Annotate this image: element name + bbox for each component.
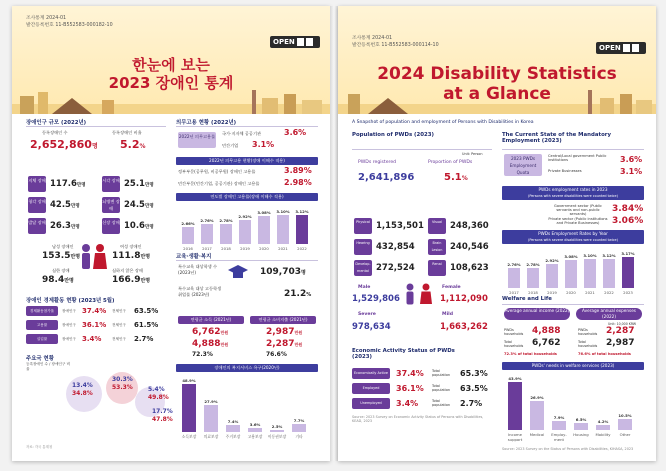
trend-value: 2.66% bbox=[181, 220, 195, 226]
welfare-bar bbox=[226, 425, 240, 432]
trend-year: 2023 bbox=[623, 290, 633, 295]
econ-row-label: Unemployed bbox=[352, 398, 390, 409]
type-value: 432,854 bbox=[376, 242, 415, 252]
welfare-label: 소득보장 bbox=[181, 434, 197, 439]
ratio-value: 5.2% bbox=[120, 138, 146, 151]
welfare-value: 2.5% bbox=[271, 423, 283, 429]
header-code: 조사통계 2024-01 bbox=[26, 16, 67, 21]
type-tag: Renal bbox=[428, 260, 446, 276]
econ-total-label: Total population bbox=[432, 399, 451, 407]
population-section-title: 장애인구 규모 (2022년) bbox=[26, 120, 87, 126]
book-spine bbox=[330, 6, 338, 461]
expense-ratio-value: 76.6% bbox=[266, 351, 287, 358]
trend-bar bbox=[296, 215, 308, 244]
divider bbox=[176, 126, 318, 127]
welfare-label: 고용보장 bbox=[247, 434, 263, 439]
type-unit: 만명 bbox=[70, 204, 80, 209]
type-tag: Develop- mental bbox=[354, 260, 372, 276]
female-label: Female bbox=[442, 285, 461, 290]
welfare-value: 7.9% bbox=[553, 415, 565, 421]
trend-value: 3.10% bbox=[276, 209, 290, 215]
trend-bar bbox=[565, 260, 577, 288]
trend-value: 2.92% bbox=[238, 213, 252, 219]
open-badge: OPEN bbox=[596, 42, 646, 54]
expense-title: Average annual expenses (2022) bbox=[576, 308, 642, 320]
type-tag: 발달 장애 bbox=[28, 218, 46, 234]
quota-box: 2023 PWDs Employment Quota bbox=[504, 154, 542, 176]
edu-students-value: 109,703명 bbox=[260, 267, 306, 277]
rates-title: PWDs employment rates in 2023 (Persons with severe disabilities were counted twice) bbox=[502, 186, 644, 200]
trend-value: 2.76% bbox=[200, 218, 214, 224]
type-tag: Physical bbox=[354, 218, 372, 234]
econ-pwd-value: 36.1% bbox=[396, 384, 424, 393]
person-icon bbox=[396, 283, 440, 307]
gov-rate-value: 3.84% bbox=[612, 204, 644, 214]
trend-bar bbox=[546, 264, 558, 288]
expense-total-label: Total households bbox=[578, 340, 598, 348]
page-title-line2: 2023 장애인 통계 bbox=[108, 74, 234, 92]
quota-private-label: Private Businesses bbox=[548, 169, 582, 173]
econ-row-label: Economically Active bbox=[352, 368, 390, 379]
welfare-value: 43.9% bbox=[508, 376, 522, 381]
proportion-value: 5.1% bbox=[444, 172, 468, 183]
trend-title: PWDs Employment Rates by Year (Persons with severe disabilities were counted twice) bbox=[502, 230, 644, 244]
econ-row-label: 실업률 bbox=[26, 334, 58, 344]
quota-gov-label: Central/Local government Public institutions bbox=[548, 154, 607, 162]
trend-year: 2019 bbox=[547, 290, 557, 295]
type-unit: 만명 bbox=[70, 225, 80, 230]
econ-source: Source: 2023 Survey on Economic Activity Status of Persons with Disabilities, KEAD, 2023 bbox=[352, 415, 484, 423]
welfare-value: 3.6% bbox=[249, 422, 261, 428]
registered-value: 2,641,896 bbox=[358, 172, 415, 183]
type-value: 42.5만명 bbox=[50, 200, 80, 210]
welfare-bar bbox=[618, 419, 632, 430]
countries-legend: 등록장애인 수 / 장애인구 비율 bbox=[26, 362, 70, 371]
econ-pwd-value: 37.4% bbox=[82, 307, 107, 315]
needs-source: Source: 2023 Survey on the Status of Persons with Disabilities, KIHASA, 2023 bbox=[502, 447, 634, 451]
econ-row-label: Employed bbox=[352, 383, 390, 394]
open-badge: OPEN bbox=[270, 36, 320, 48]
welfare-label: Other bbox=[619, 432, 631, 437]
country-value: 49.8% bbox=[148, 394, 169, 401]
person-icon bbox=[78, 242, 108, 282]
trend-value: 2.76% bbox=[507, 262, 521, 268]
econ-section-title: 장애인 경제활동 현황 (2023년 5월) bbox=[26, 298, 115, 304]
subtitle: A Snapshot of population and employment of Persons with Disabilities in Korea bbox=[352, 120, 534, 125]
trend-year: 2018 bbox=[221, 246, 231, 251]
trend-value: 2.92% bbox=[545, 257, 559, 263]
trend-value: 2.78% bbox=[526, 261, 540, 267]
type-value: 117.6만명 bbox=[50, 179, 86, 189]
econ-total-label: 전체인구 bbox=[112, 337, 126, 341]
econ-row-label: 경제활동참가율 bbox=[26, 306, 58, 316]
type-unit: 만명 bbox=[76, 183, 86, 188]
welfare-label: 주거보장 bbox=[225, 434, 241, 439]
income-pwd-value: 4,888 bbox=[532, 326, 561, 336]
welfare-value: 7.7% bbox=[293, 418, 305, 424]
trend-year: 2018 bbox=[528, 290, 538, 295]
type-tag: 뇌병변 장애 bbox=[102, 199, 120, 211]
license-icon bbox=[632, 44, 639, 52]
trend-year: 2016 bbox=[183, 246, 193, 251]
type-tag: 지체 장애 bbox=[28, 176, 46, 192]
private-rate-value: 2.98% bbox=[284, 178, 312, 187]
expense-total-value: 2,987 bbox=[606, 338, 635, 348]
welfare-label: Mobility bbox=[595, 432, 611, 437]
trend-bar bbox=[277, 215, 289, 244]
gov-rate-label: Government sector (Public servants and non-public servants) bbox=[554, 204, 602, 216]
welfare-label: 이동권보장 bbox=[267, 434, 287, 439]
private-rate-label: 민간부문(민간기업, 공공기관) 장애인 고용률 bbox=[178, 181, 260, 186]
female-label: 여성 장애인 bbox=[120, 244, 142, 249]
econ-row-label: 고용률 bbox=[26, 320, 58, 330]
countries-section-title: 주요국 현황 bbox=[26, 356, 54, 362]
page-title-line2: at a Glance bbox=[443, 84, 551, 104]
trend-value: 3.10% bbox=[583, 253, 597, 259]
severe-label: Severe bbox=[358, 312, 376, 317]
trend-year: 2022 bbox=[604, 290, 614, 295]
license-icon bbox=[623, 44, 630, 52]
type-value: 248,360 bbox=[450, 221, 489, 231]
welfare-bar bbox=[574, 423, 588, 430]
income-pwd-label: PWDs households bbox=[504, 328, 524, 336]
registered-label: 등록장애인 수 bbox=[42, 130, 68, 135]
population-section-title: Population of PWDs (2023) bbox=[352, 132, 434, 138]
welfare-bar bbox=[552, 421, 566, 430]
welfare-value: 6.5% bbox=[575, 416, 587, 422]
male-label: 남성 장애인 bbox=[52, 244, 74, 249]
trend-bar bbox=[258, 216, 270, 244]
expense-ratio: 76.6% of total households bbox=[578, 352, 631, 356]
quota-gov-value: 3.6% bbox=[284, 128, 307, 137]
type-unit: 만명 bbox=[144, 225, 154, 230]
expense-pwd-value: 2,287 bbox=[606, 326, 635, 336]
trend-value: 3.12% bbox=[602, 252, 616, 258]
license-icon bbox=[297, 38, 304, 46]
trend-bar bbox=[201, 224, 213, 244]
gov-rate-label: 정부부문(공무원, 비공무원) 장애인 고용률 bbox=[178, 169, 256, 174]
econ-pwd-label: 장애인구 bbox=[62, 309, 76, 313]
econ-total-label: Total population bbox=[432, 384, 451, 392]
type-value: 1,153,501 bbox=[376, 221, 424, 231]
type-value: 25.1만명 bbox=[124, 179, 154, 189]
trend-year: 2019 bbox=[240, 246, 250, 251]
trend-bar bbox=[239, 220, 251, 244]
private-rate-label: Private sector (Public institutions and Private Businesses) bbox=[548, 217, 608, 225]
header-registration: 발간등록번호 11-B552583-000114-10 bbox=[352, 43, 439, 48]
econ-total-value: 63.5% bbox=[134, 307, 159, 315]
type-tag: Hearing bbox=[354, 239, 372, 255]
registered-value: 2,652,860명 bbox=[30, 138, 98, 151]
trend-year: 2022 bbox=[297, 246, 307, 251]
trend-bar bbox=[220, 224, 232, 244]
english-booklet-page bbox=[338, 6, 656, 461]
welfare-bar bbox=[292, 424, 306, 432]
econ-pwd-value: 36.1% bbox=[82, 321, 107, 329]
private-rate-value: 3.06% bbox=[612, 216, 644, 226]
type-tag: 청각 장애 bbox=[28, 197, 46, 213]
trend-title: 연도별 장애인 고용률(장애 이해수 적용) bbox=[176, 193, 318, 201]
edu-rate-value: 21.2% bbox=[284, 289, 312, 299]
econ-pwd-label: 장애인구 bbox=[62, 337, 76, 341]
quota-gov-value: 3.6% bbox=[620, 155, 643, 164]
welfare-value: 4.2% bbox=[597, 419, 609, 425]
trend-year: 2021 bbox=[278, 246, 288, 251]
type-tag: Visual bbox=[428, 218, 446, 234]
severe-value: 98.4만명 bbox=[42, 275, 74, 285]
quota-box: 2022년 의무고용률 bbox=[178, 132, 216, 148]
mild-value: 166.9만명 bbox=[112, 275, 151, 285]
country-value: 13.4% bbox=[72, 382, 93, 389]
econ-total-label: Total population bbox=[432, 369, 451, 377]
quota-bar-title: 2022년 의무고용 현황(장애 이해수 적용) bbox=[176, 157, 318, 165]
header-code: 조사통계 2024-01 bbox=[352, 36, 393, 41]
income-total-label: Total households bbox=[504, 340, 524, 348]
expense-title: 연평균 소비지출 (2021년) bbox=[250, 316, 316, 324]
type-tag: 신장 장애 bbox=[102, 218, 120, 234]
edu-students-label: 특수교육 대상학생 수 (2023년) bbox=[178, 264, 218, 275]
welfare-value: 10.5% bbox=[618, 412, 632, 418]
divider bbox=[502, 304, 644, 305]
type-value: 272,524 bbox=[376, 263, 415, 273]
type-value: 108,623 bbox=[450, 263, 489, 273]
severe-value: 978,634 bbox=[352, 322, 391, 332]
expense-total-value: 2,987만원 bbox=[266, 327, 303, 337]
welfare-title: 장애인의 복지서비스 욕구(2020년) bbox=[176, 364, 318, 372]
income-ratio: 72.3% of total households bbox=[504, 352, 557, 356]
econ-total-label: 전체인구 bbox=[112, 323, 126, 327]
country-value: 47.8% bbox=[152, 416, 173, 423]
econ-total-value: 65.3% bbox=[460, 369, 488, 378]
trend-year: 2020 bbox=[566, 290, 576, 295]
divider bbox=[26, 126, 166, 127]
welfare-label: Housing bbox=[573, 432, 589, 437]
country-value: 34.8% bbox=[72, 390, 93, 397]
welfare-bar bbox=[530, 401, 544, 430]
quota-private-value: 3.1% bbox=[252, 140, 275, 149]
welfare-value: 27.9% bbox=[204, 398, 218, 404]
trend-bar bbox=[527, 268, 539, 288]
econ-total-value: 2.7% bbox=[134, 335, 154, 343]
trend-value: 3.08% bbox=[564, 253, 578, 259]
welfare-section-title: Welfare and Life bbox=[502, 296, 552, 302]
trend-bar bbox=[182, 227, 194, 244]
type-value: 24.5만명 bbox=[124, 200, 154, 210]
welfare-bar bbox=[182, 384, 196, 432]
welfare-bar bbox=[270, 430, 284, 432]
edu-rate-label: 특수교육 대상 고등학생 취업률 (2023년) bbox=[178, 286, 222, 297]
country-value: 5.4% bbox=[148, 386, 165, 393]
income-total-value: 6,762만원 bbox=[192, 327, 229, 337]
mild-value: 1,663,262 bbox=[440, 322, 488, 332]
proportion-label: Proportion of PWDs bbox=[428, 160, 473, 165]
welfare-value: 7.4% bbox=[227, 418, 239, 424]
welfare-label: Employ- ment bbox=[551, 432, 567, 442]
divider bbox=[176, 260, 318, 261]
type-tag: Brain Lesion bbox=[428, 239, 446, 255]
severe-label: 심한 장애 bbox=[52, 268, 70, 273]
welfare-value: 26.9% bbox=[530, 394, 544, 400]
trend-year: 2021 bbox=[585, 290, 595, 295]
male-label: Male bbox=[358, 285, 371, 290]
trend-bar bbox=[584, 259, 596, 288]
header-registration: 발간등록번호 11-B552583-000182-10 bbox=[26, 23, 113, 28]
trend-bar bbox=[603, 259, 615, 288]
quota-gov-label: 국가·지자체 공공기관 bbox=[222, 131, 262, 136]
welfare-bar bbox=[248, 428, 262, 432]
graduation-cap-icon bbox=[226, 264, 250, 280]
trend-value: 3.08% bbox=[257, 209, 271, 215]
unit-krw: Unit: 10,000 KRW bbox=[608, 322, 637, 326]
needs-title: PWDs' needs in welfare services (2023) bbox=[502, 362, 644, 370]
econ-section-title: Economic Activity Status of PWDs (2023) bbox=[352, 348, 455, 360]
econ-pwd-value: 3.4% bbox=[82, 335, 102, 343]
econ-total-value: 2.7% bbox=[460, 399, 483, 408]
quota-section-title: 의무고용 현황 (2022년) bbox=[176, 120, 237, 126]
welfare-bar bbox=[508, 382, 522, 430]
expense-pwd-label: PWDs households bbox=[578, 328, 598, 336]
license-icon bbox=[306, 38, 313, 46]
welfare-label: Income support bbox=[507, 432, 523, 442]
country-value: 30.3% bbox=[112, 376, 133, 383]
korean-booklet-page bbox=[12, 6, 330, 461]
male-value: 153.5만명 bbox=[42, 251, 81, 261]
trend-bar bbox=[622, 257, 634, 288]
income-title: 연평균 소득 (2021년) bbox=[178, 316, 244, 324]
trend-year: 2017 bbox=[509, 290, 519, 295]
trend-value: 3.12% bbox=[295, 208, 309, 214]
income-total-value: 6,762 bbox=[532, 338, 561, 348]
welfare-label: Medical bbox=[529, 432, 545, 437]
quota-private-label: 민간기업 bbox=[222, 143, 239, 148]
welfare-value: 48.9% bbox=[182, 378, 196, 383]
trend-value: 2.78% bbox=[219, 217, 233, 223]
trend-bar bbox=[508, 268, 520, 288]
econ-pwd-label: 장애인구 bbox=[62, 323, 76, 327]
mild-label: Mild bbox=[442, 312, 454, 317]
country-value: 53.3% bbox=[112, 384, 133, 391]
divider bbox=[502, 149, 644, 150]
type-value: 10.6만명 bbox=[124, 221, 154, 231]
type-tag: 시각 장애 bbox=[102, 176, 120, 192]
trend-year: 2020 bbox=[259, 246, 269, 251]
source-note: 자료: 각국 통계청 bbox=[26, 445, 53, 449]
ratio-label: 등록장애인 비율 bbox=[112, 130, 142, 135]
income-ratio-value: 72.3% bbox=[192, 351, 213, 358]
econ-total-value: 63.5% bbox=[460, 384, 488, 393]
quota-section-title: The Current State of the Mandatory Employment (2023) bbox=[502, 132, 611, 144]
expense-pwd-value: 2,287만원 bbox=[266, 339, 303, 349]
type-value: 240,546 bbox=[450, 242, 489, 252]
type-unit: 만명 bbox=[144, 204, 154, 209]
econ-total-value: 61.5% bbox=[134, 321, 159, 329]
unit-note: Unit: Person bbox=[462, 152, 483, 156]
edu-section-title: 교육·생활·복지 bbox=[176, 254, 212, 260]
type-value: 26.3만명 bbox=[50, 221, 80, 231]
income-title: Average annual income (2022) bbox=[504, 308, 570, 320]
registered-label: PWDs registered bbox=[358, 160, 397, 165]
welfare-label: 기타 bbox=[295, 434, 303, 439]
page-title-line1: 2024 Disability Statistics bbox=[377, 64, 617, 84]
trend-value: 3.17% bbox=[621, 251, 635, 257]
gov-rate-value: 3.89% bbox=[284, 166, 312, 175]
income-pwd-value: 4,888만원 bbox=[192, 339, 229, 349]
welfare-bar bbox=[204, 405, 218, 432]
welfare-bar bbox=[596, 425, 610, 430]
page-title-line1: 한눈에 보는 bbox=[132, 56, 210, 74]
econ-pwd-value: 37.4% bbox=[396, 369, 424, 378]
female-value: 1,112,090 bbox=[440, 294, 488, 304]
trend-year: 2017 bbox=[202, 246, 212, 251]
econ-pwd-value: 3.4% bbox=[396, 399, 419, 408]
econ-total-label: 전체인구 bbox=[112, 309, 126, 313]
female-value: 111.8만명 bbox=[112, 251, 151, 261]
male-value: 1,529,806 bbox=[352, 294, 400, 304]
type-unit: 만명 bbox=[144, 183, 154, 188]
divider bbox=[352, 149, 492, 150]
country-value: 17.7% bbox=[152, 408, 173, 415]
quota-private-value: 3.1% bbox=[620, 167, 643, 176]
mild-label: 심하지 않은 장애 bbox=[112, 268, 143, 273]
welfare-label: 의료보장 bbox=[203, 434, 219, 439]
